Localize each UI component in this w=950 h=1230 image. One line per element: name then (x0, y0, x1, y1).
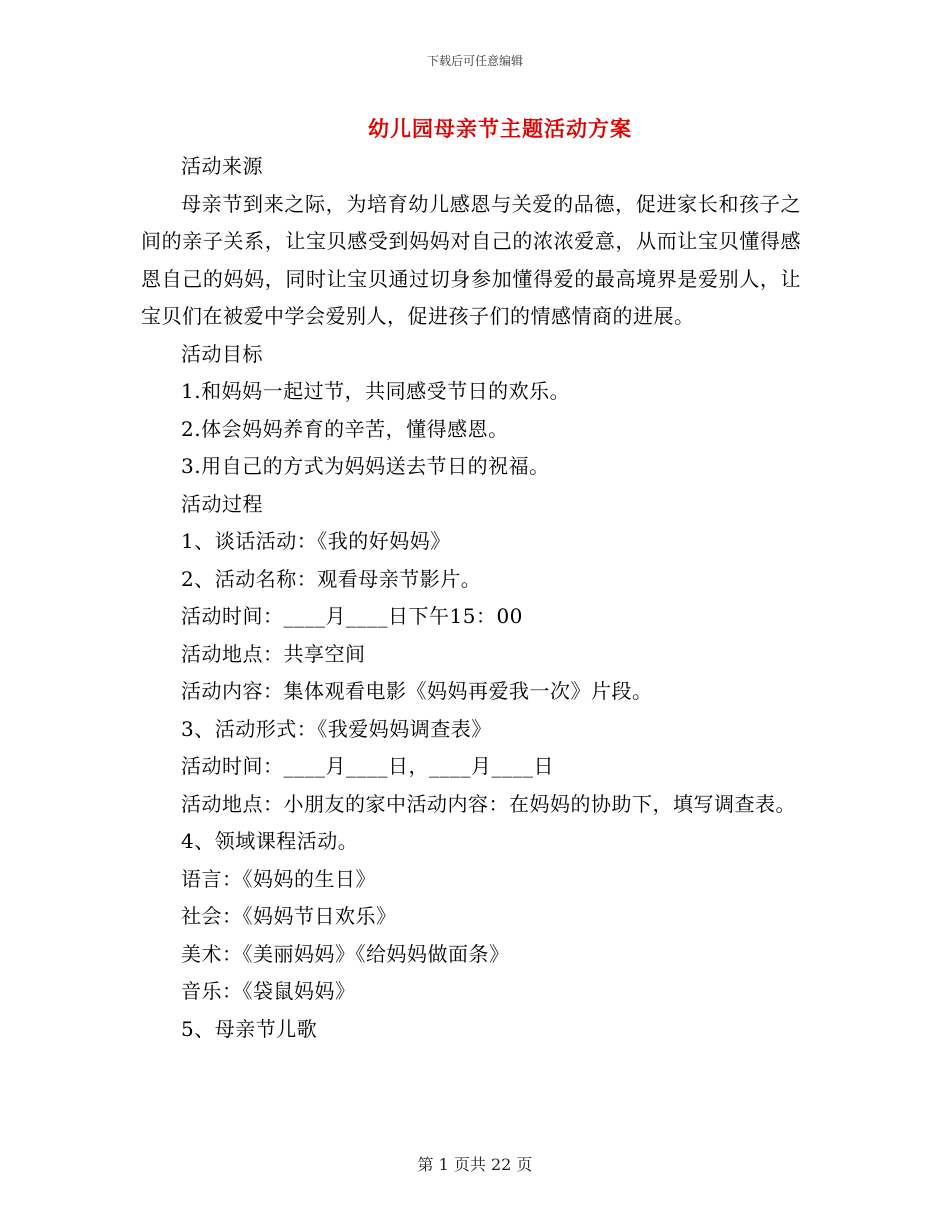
course-society: 社会：《妈妈节日欢乐》 (181, 904, 397, 928)
course-art: 美术：《美丽妈妈》《给妈妈做面条》 (181, 941, 510, 966)
document-body (141, 148, 801, 1048)
section-heading-process: 活动过程 (181, 491, 263, 516)
section-heading-source: 活动来源 (181, 154, 263, 178)
process-item-3-time: 活动时间：____月____日，____月____日 (181, 754, 554, 778)
process-item-5: 5、母亲节儿歌 (181, 1016, 318, 1041)
process-item-3-place-content: 活动地点：小朋友的家中活动内容：在妈妈的协助下，填写调查表。 (181, 791, 796, 816)
goal-item-2: 2.体会妈妈养育的辛苦，懂得感恩。 (181, 416, 509, 441)
process-item-2-time: 活动时间：____月____日下午15：00 (181, 604, 523, 628)
process-item-2-place: 活动地点：共享空间 (181, 641, 366, 666)
page-number: 第 1 页共 22 页 (417, 1155, 533, 1174)
section-heading-goals: 活动目标 (181, 341, 263, 366)
course-language: 语言：《妈妈的生日》 (181, 866, 376, 891)
paragraph-source-text: 母亲节到来之际，为培育幼儿感恩与关爱的品德，促进家长和孩子之间的亲子关系，让宝贝感受到妈妈对自己的浓浓爱意，从而让宝贝懂得感恩自己的妈妈，同时让宝贝通过切身参加懂得爱的最高境界是爱别人，让宝贝们在被爱中学会爱别人，促进孩子们的情感情商的进展。 (141, 191, 801, 328)
process-item-1: 1、谈话活动：《我的好妈妈》 (181, 529, 451, 553)
process-item-3: 3、活动形式：《我爱妈妈调查表》 (181, 716, 492, 741)
goal-item-3: 3.用自己的方式为妈妈送去节日的祝福。 (181, 454, 550, 478)
process-item-2: 2、活动名称：观看母亲节影片。 (181, 566, 482, 591)
goal-item-1: 1.和妈妈一起过节，共同感受节日的欢乐。 (181, 379, 571, 403)
document-title: 幼儿园母亲节主题活动方案 (368, 116, 632, 141)
course-music: 音乐：《袋鼠妈妈》 (181, 979, 356, 1003)
process-item-4: 4、领域课程活动。 (181, 829, 359, 853)
page-header-note: 下载后可任意编辑 (426, 54, 523, 68)
process-item-2-content: 活动内容：集体观看电影《妈妈再爱我一次》片段。 (181, 679, 653, 703)
